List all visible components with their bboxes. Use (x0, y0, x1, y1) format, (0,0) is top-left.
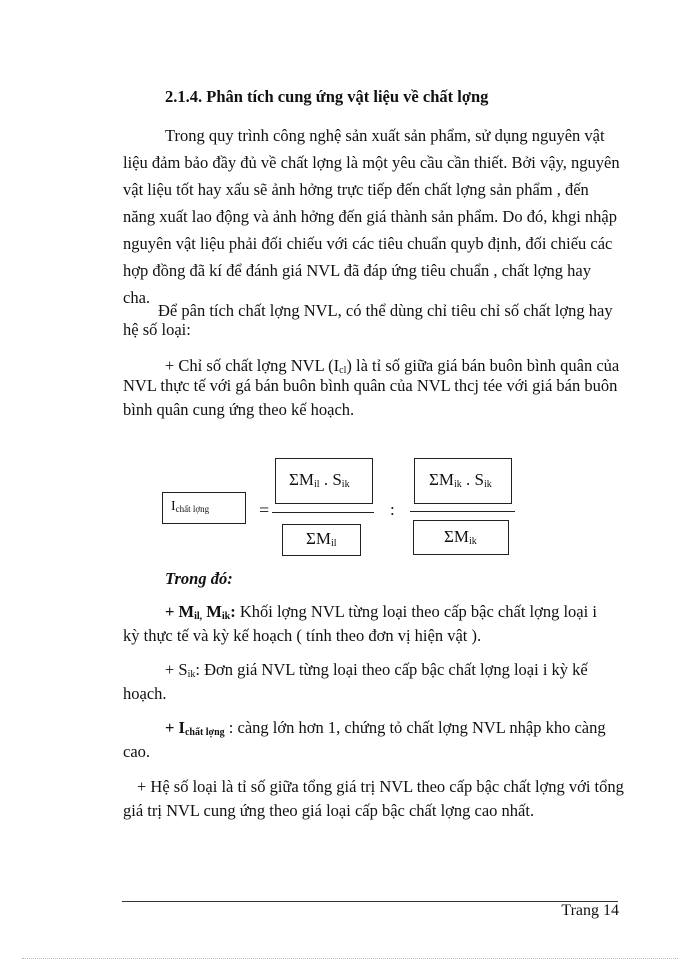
footer-rule (122, 901, 618, 902)
para1-line-5: nguyên vật liệu phải đối chiếu với các tiêu chuẩn quyb định, đối chiếu các (123, 234, 613, 253)
para1-line-1: Trong quy trình công nghệ sản xuất sản phẩm, sử dụng nguyên vật (165, 126, 605, 145)
def1-line-2: kỳ thực tế và kỳ kế hoạch ( tính theo đơn vị hiện vật ). (123, 626, 482, 645)
denominator-1: $\Sigma M_{il}$ (306, 529, 337, 549)
def2-line-2: hoạch. (123, 684, 167, 703)
formula-lhs: $I_{chất lợng}$ (171, 499, 210, 514)
formula-divide-sign: : (390, 500, 395, 519)
trong-do-label: Trong đó: (165, 569, 233, 588)
para1-line-7: cha. (123, 288, 151, 307)
def3-line-2: cao. (123, 742, 151, 761)
para1-line-2: liệu đảm bảo đầy đủ về chất lợng là một yêu cầu cần thiết. Bởi vậy, nguyên (123, 153, 620, 172)
para2-line-1: Để pân tích chất lợng NVL, có thể dùng chỉ tiêu chỉ số chất lợng hay (158, 301, 613, 320)
para1-line-3: vật liệu tốt hay xấu sẽ ảnh hởng trực tiếp đến chất lợng sản phẩm , đến (123, 180, 589, 199)
page-number: Trang 14 (561, 902, 619, 919)
para4-line-2: giá trị NVL cung ứng theo giá loại cấp bậc chất lợng cao nhất. (123, 801, 535, 820)
numerator-2: $\Sigma M_{ik}$ . $S_{ik}$ (429, 470, 492, 490)
para2-line-2: hệ số loại: (123, 320, 191, 339)
denominator-1-box (282, 524, 361, 556)
para4-line-1: + Hệ số loại là tỉ số giữa tổng giá trị NVL theo cấp bậc chất lợng với tổng (137, 777, 624, 796)
denominator-2-box (413, 520, 509, 555)
para1-line-4: năng xuất lao động và ảnh hởng đến giá thành sản phẩm. Do đó, khgi nhập (123, 207, 618, 226)
para3-line-2: NVL thực tế với gá bán buôn bình quân của NVL thcj tée với giá bán buôn (123, 376, 618, 395)
formula-lhs-box (162, 492, 246, 524)
formula-equals-sign: = (259, 500, 270, 520)
para3-line-1: + Chỉ số chất lợng NVL $(I_{cl})$ là tỉ số giữa giá bán buôn bình quân của (165, 356, 620, 376)
para3-line-3: bình quân cung ứng theo kế hoạch. (123, 400, 355, 419)
para1-line-6: hợp đồng đã kí để đánh giá NVL đã đáp ứng tiêu chuẩn , chất lợng hay (123, 261, 591, 280)
page-boundary (22, 958, 678, 959)
denominator-2: $\Sigma M_{ik}$ (444, 527, 477, 547)
def3-line-1: + $I_{chất lợng}$ : càng lớn hơn 1, chứng tỏ chất lợng NVL nhập kho càng (165, 718, 606, 738)
numerator-1-box (275, 458, 373, 504)
fraction-bar-2 (410, 511, 515, 512)
numerator-1: $\Sigma M_{il}$ . $S_{ik}$ (289, 470, 350, 490)
numerator-2-box (414, 458, 512, 504)
def2-line-1: + $S_{ik}$: Đơn giá NVL từng loại theo cấp bậc chất lợng loại i kỳ kế (165, 660, 588, 680)
def1-line-1: + $M_{il,}$ $M_{ik}$: Khối lợng NVL từng loại theo cấp bậc chất lợng loại i (165, 602, 597, 622)
section-heading: 2.1.4. Phân tích cung ứng vật liệu về chất lợng (165, 87, 489, 106)
fraction-bar-1 (272, 512, 374, 513)
